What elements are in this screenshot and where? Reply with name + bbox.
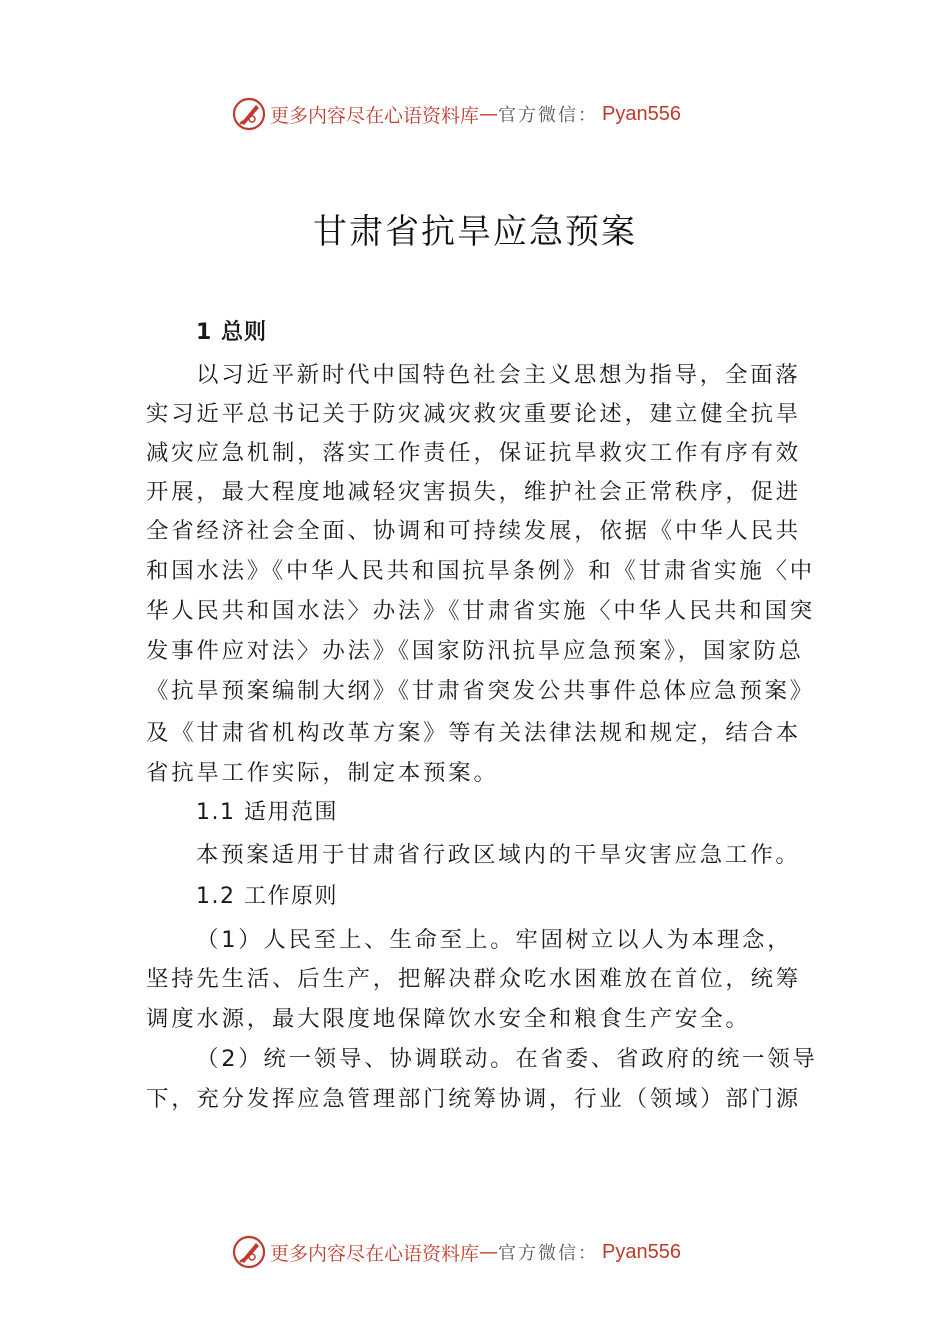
official-wechat-label: 官方微信： [498, 1243, 599, 1264]
quill-pen-logo-icon [232, 97, 266, 131]
paragraph-line: 省抗旱工作实际，制定本预案。 [146, 760, 499, 786]
library-text: 更多内容尽在心语资料库 [270, 1242, 480, 1265]
section-heading-general: 1 总则 [196, 320, 267, 345]
wechat-id: Pyan556 [602, 1240, 681, 1263]
paragraph-line: 发事件应对法〉办法》《国家防汛抗旱应急预案》，国家防总 [146, 638, 804, 664]
library-text: 更多内容尽在心语资料库 [270, 104, 480, 127]
document-title: 甘肃省抗旱应急预案 [313, 212, 637, 252]
paragraph-line: 实习近平总书记关于防灾减灾救灾重要论述，建立健全抗旱 [146, 401, 801, 427]
paragraph-line: 《抗旱预案编制大纲》《甘肃省突发公共事件总体应急预案》 [146, 678, 815, 704]
paragraph-line: 以习近平新时代中国特色社会主义思想为指导，全面落 [196, 362, 801, 388]
banner-dash: — [479, 1241, 499, 1263]
paragraph-line: 及《甘肃省机构改革方案》等有关法律法规和规定，结合本 [146, 720, 801, 746]
paragraph-line: 坚持先生活、后生产，把解决群众吃水困难放在首位，统筹 [146, 966, 801, 992]
paragraph-line: 调度水源，最大限度地保障饮水安全和粮食生产安全。 [146, 1006, 751, 1032]
paragraph-line: 华人民共和国水法〉办法》《甘肃省实施〈中华人民共和国突 [146, 598, 815, 624]
paragraph-line: （2）统一领导、协调联动。在省委、省政府的统一领导 [196, 1046, 818, 1072]
footer-banner [232, 1234, 681, 1270]
paragraph-line: 和国水法》《中华人民共和国抗旱条例》和《甘肃省实施〈中 [146, 558, 815, 584]
section-heading-principles: 1.2 工作原则 [196, 884, 338, 909]
paragraph-line: 全省经济社会全面、协调和可持续发展，依据《中华人民共 [146, 518, 801, 544]
header-banner [232, 96, 681, 132]
paragraph-line: 开展，最大程度地减轻灾害损失，维护社会正常秩序，促进 [146, 479, 801, 505]
official-wechat-label: 官方微信： [498, 105, 599, 126]
section-heading-scope: 1.1 适用范围 [196, 800, 338, 825]
paragraph-line: 本预案适用于甘肃省行政区域内的干旱灾害应急工作。 [196, 842, 801, 868]
paragraph-line: （1）人民至上、生命至上。牢固树立以人为本理念， [196, 927, 793, 953]
paragraph-line: 下，充分发挥应急管理部门统筹协调，行业（领域）部门源 [146, 1086, 801, 1112]
wechat-id: Pyan556 [602, 102, 681, 125]
paragraph-line: 减灾应急机制，落实工作责任，保证抗旱救灾工作有序有效 [146, 440, 801, 466]
quill-pen-logo-icon [232, 1235, 266, 1269]
banner-dash: — [479, 103, 499, 125]
